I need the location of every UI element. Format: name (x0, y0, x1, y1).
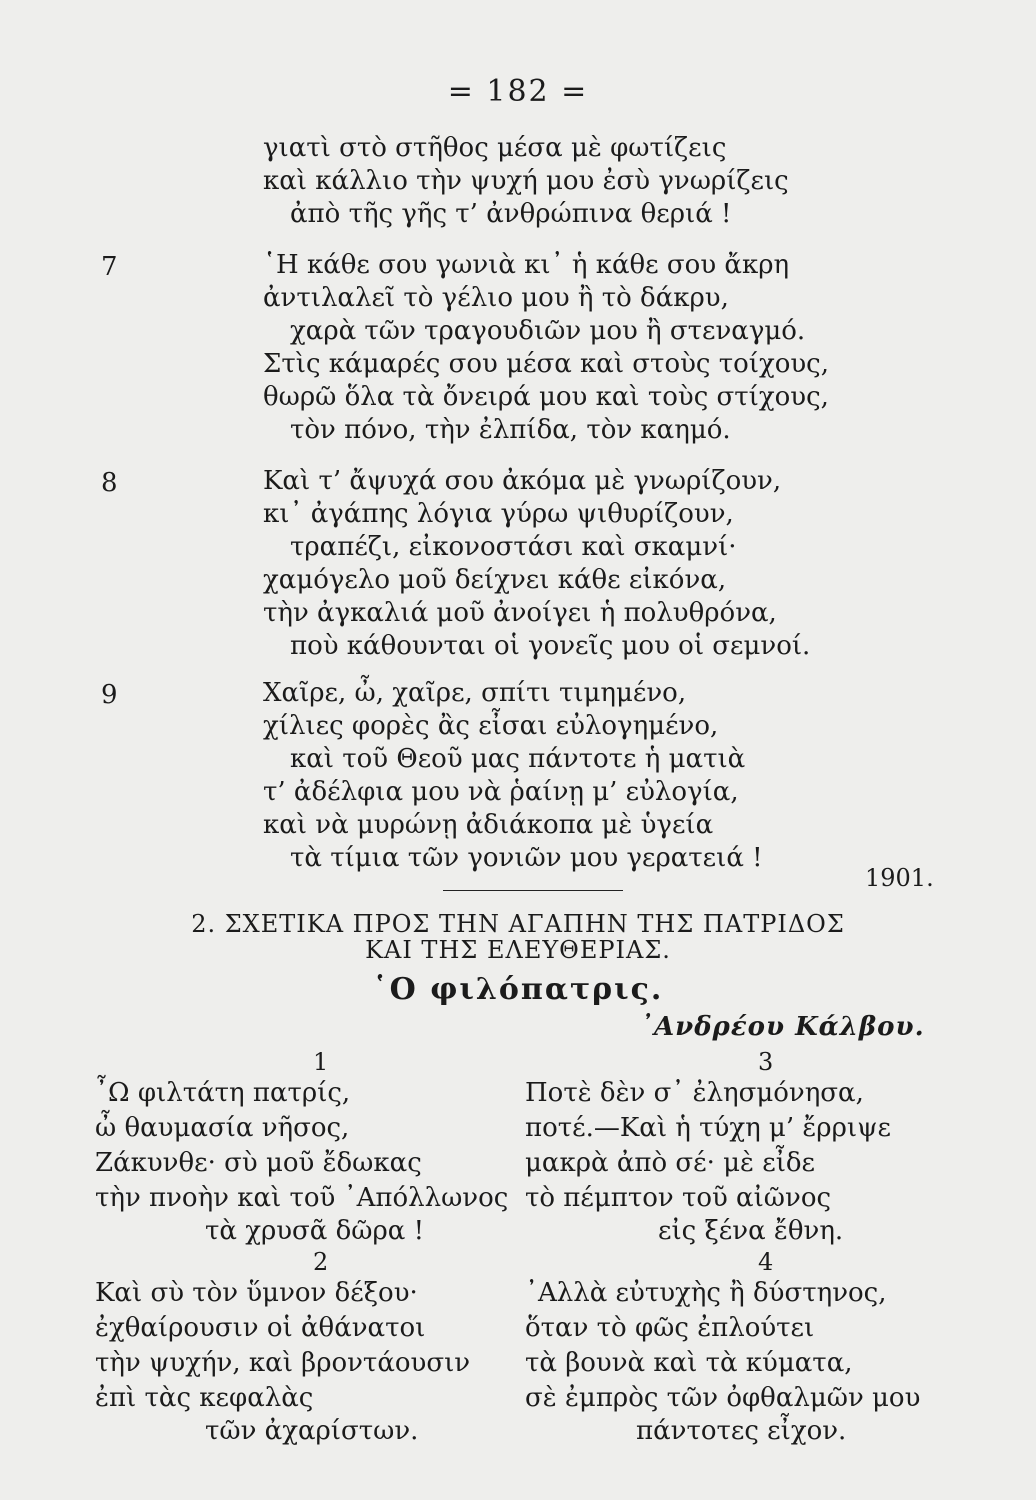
verse-line: ῏Ω φιλτάτη πατρίς, (95, 1078, 351, 1108)
verse-line: ὦ θαυμασία νῆσος, (95, 1113, 350, 1143)
verse-line: τὸν πόνο, τὴν ἐλπίδα, τὸν καημό. (290, 415, 731, 445)
verse-line: θωρῶ ὅλα τὰ ὄνειρά μου καὶ τοὺς στίχους, (263, 382, 829, 412)
poem-title: ῾Ο φιλόπατρις. (372, 972, 664, 1007)
verse-line: ἐχθαίρουσιν οἱ ἀθάνατοι (95, 1313, 426, 1343)
poem-date: 1901. (865, 864, 934, 892)
verse-line: τὸ πέμπτον τοῦ αἰῶνος (525, 1183, 832, 1213)
verse-line: ἐπὶ τὰς κεφαλὰς (95, 1383, 314, 1413)
verse-line: Ποτὲ δὲν σ᾽ ἐλησμόνησα, (525, 1078, 864, 1108)
verse-line: Ζάκυνθε· σὺ μοῦ ἔδωκας (95, 1148, 422, 1178)
poem-author: ᾿Ανδρέου Κάλβου. (640, 1012, 925, 1042)
verse-line: τὴν πνοὴν καὶ τοῦ ᾿Απόλλωνος (95, 1183, 509, 1213)
verse-line: τὴν ψυχήν, καὶ βροντάουσιν (95, 1348, 471, 1378)
verse-line: ᾿Αλλὰ εὐτυχὴς ἢ δύστηνος, (525, 1278, 887, 1308)
stanza-number: 7 (101, 252, 118, 282)
verse-line: ποτέ.—Καὶ ἡ τύχη μ’ ἔρριψε (525, 1113, 891, 1143)
verse-line: κι᾽ ἀγάπης λόγια γύρω ψιθυρίζουν, (263, 499, 734, 529)
stanza-number: 4 (758, 1248, 774, 1276)
stanza-number: 1 (313, 1048, 329, 1076)
stanza-number: 9 (101, 680, 118, 710)
stanza-number: 8 (101, 468, 118, 498)
verse-line: μακρὰ ἀπὸ σέ· μὲ εἶδε (525, 1148, 816, 1178)
verse-line: πάντοτες εἶχον. (636, 1416, 847, 1446)
verse-line: τὰ χρυσᾶ δῶρα ! (205, 1216, 425, 1246)
verse-line: εἰς ξένα ἔθνη. (658, 1216, 844, 1246)
verse-line: τ’ ἀδέλφια μου νὰ ῥαίνῃ μ’ εὐλογία, (263, 777, 739, 807)
verse-line: Χαῖρε, ὦ, χαῖρε, σπίτι τιμημένο, (263, 678, 687, 708)
verse-line: τραπέζι, εἰκονοστάσι καὶ σκαμνί· (290, 532, 737, 562)
verse-line: Καὶ τ’ ἄψυχά σου ἀκόμα μὲ γνωρίζουν, (263, 466, 782, 496)
verse-line: τὰ βουνὰ καὶ τὰ κύματα, (525, 1348, 853, 1378)
verse-line: ὅταν τὸ φῶς ἐπλούτει (525, 1313, 815, 1343)
stanza-number: 2 (313, 1248, 329, 1276)
divider (443, 890, 623, 891)
verse-line: καὶ κάλλιο τὴν ψυχή μου ἐσὺ γνωρίζεις (263, 166, 789, 196)
verse-line: χαρὰ τῶν τραγουδιῶν μου ἢ στεναγμό. (290, 316, 806, 346)
section-heading: 2. ΣΧΕΤΙΚΑ ΠΡΟΣ ΤΗΝ ΑΓΑΠΗΝ ΤΗΣ ΠΑΤΡΙΔΟΣ (191, 910, 845, 938)
verse-line: Στὶς κάμαρές σου μέσα καὶ στοὺς τοίχους, (263, 349, 829, 379)
verse-line: χίλιες φορὲς ἂς εἶσαι εὐλογημένο, (263, 711, 719, 741)
section-heading: ΚΑΙ ΤΗΣ ΕΛΕΥΘΕΡΙΑΣ. (365, 936, 671, 964)
stanza-number: 3 (758, 1048, 774, 1076)
page-number: = 182 = (447, 74, 589, 109)
verse-line: τὰ τίμια τῶν γονιῶν μου γερατειά ! (290, 843, 763, 873)
verse-line: τὴν ἀγκαλιά μοῦ ἀνοίγει ἡ πολυθρόνα, (263, 598, 777, 628)
verse-line: ἀπὸ τῆς γῆς τ’ ἀνθρώπινα θεριά ! (290, 199, 732, 229)
verse-line: Καὶ σὺ τὸν ὕμνον δέξου· (95, 1278, 418, 1308)
verse-line: γιατὶ στὸ στῆθος μέσα μὲ φωτίζεις (263, 133, 727, 163)
verse-line: καὶ τοῦ Θεοῦ μας πάντοτε ἡ ματιὰ (290, 744, 746, 774)
verse-line: σὲ ἐμπρὸς τῶν ὀφθαλμῶν μου (525, 1383, 921, 1413)
verse-line: καὶ νὰ μυρώνῃ ἀδιάκοπα μὲ ὑγεία (263, 810, 714, 840)
verse-line: ἀντιλαλεῖ τὸ γέλιο μου ἢ τὸ δάκρυ, (263, 283, 729, 313)
verse-line: χαμόγελο μοῦ δείχνει κάθε εἰκόνα, (263, 565, 727, 595)
verse-line: ῾Η κάθε σου γωνιὰ κι᾽ ἡ κάθε σου ἄκρη (263, 250, 790, 280)
verse-line: τῶν ἀχαρίστων. (205, 1416, 419, 1446)
verse-line: ποὺ κάθουνται οἱ γονεῖς μου οἱ σεμνοί. (290, 631, 811, 661)
